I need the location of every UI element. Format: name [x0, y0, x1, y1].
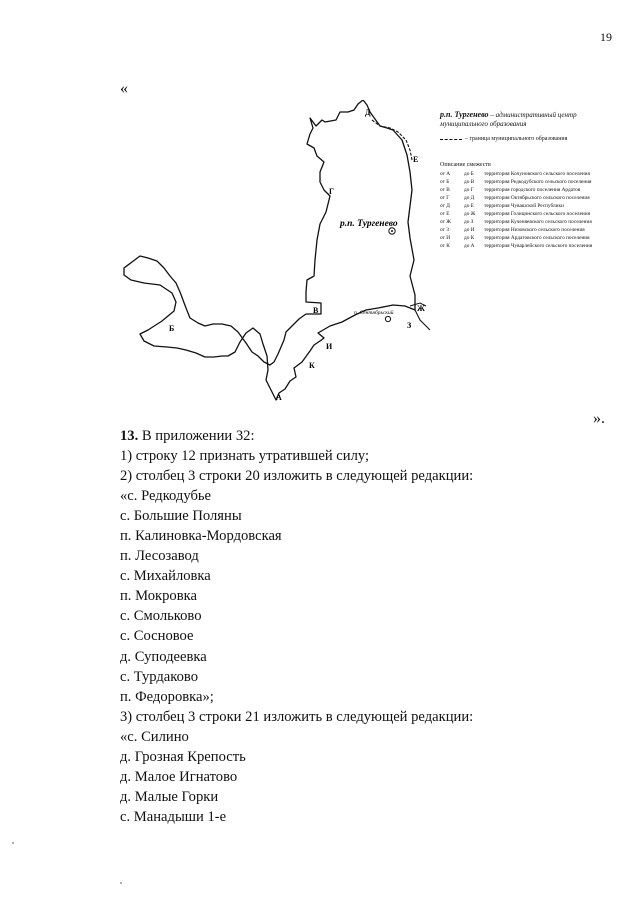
legend-row [440, 178, 594, 186]
map-point-e: Е [413, 155, 419, 164]
map-point-d: Д [365, 108, 371, 117]
text-line: «с. Редкодубье [120, 488, 212, 505]
text-line: д. Грозная Крепость [120, 748, 246, 765]
map-center-label: р.п. Тургенево [340, 219, 398, 229]
legend-boundary-entry [440, 135, 620, 144]
scan-speck [12, 842, 14, 844]
text-line: п. Федоровка»; [120, 688, 214, 705]
legend-row [440, 218, 594, 226]
text-line: с. Михайловка [120, 568, 211, 585]
boundary-map [110, 100, 440, 410]
legend-from: от Г [440, 195, 450, 202]
legend-row [440, 194, 594, 202]
legend-territory: территория Кочуновского сельского поселения [484, 171, 590, 178]
legend-territory: территория Редкодубского сельского поселения [484, 179, 592, 186]
legend-territory: территория Голицинского сельского поселения [484, 211, 591, 218]
legend-center-name: р.п. Тургенево [440, 110, 489, 119]
legend-from: от В [440, 187, 450, 194]
legend-description-title: Описание смежеств [440, 161, 491, 168]
text-line: с. Смольково [120, 608, 202, 625]
legend-from: от И [440, 235, 451, 242]
legend-from: от Б [440, 179, 450, 186]
map-point-a: А [276, 393, 282, 402]
map-legend [440, 111, 620, 250]
legend-territory: территория Чуварлейского сельского поселения [484, 243, 593, 250]
legend-from: от Д [440, 203, 450, 210]
text-line: 2) столбец 3 строки 20 изложить в следующей редакции: [120, 468, 474, 485]
map-point-v: В [313, 306, 319, 315]
legend-territory: территория Низовского сельского поселения [484, 227, 585, 234]
opening-quote: « [120, 80, 128, 97]
municipal-boundary [124, 100, 415, 400]
text-line: с. Манадыши 1-е [120, 808, 227, 825]
text-line: 3) столбец 3 строки 21 изложить в следующей редакции: [120, 708, 474, 725]
legend-territory: территория Ардатовского сельского поселения [484, 235, 590, 242]
legend-from: от Ж [440, 219, 451, 226]
legend-from: от А [440, 171, 451, 178]
text-line: д. Малое Игнатово [120, 768, 238, 785]
text-line: с. Турдаково [120, 668, 198, 685]
map-point-zh: Ж [417, 304, 425, 313]
legend-to: до Ж [464, 211, 476, 218]
legend-to: до И [464, 227, 475, 234]
legend-to: до З [464, 219, 474, 226]
legend-from: от Е [440, 211, 450, 218]
map-village-label: п. Сентябрьский [354, 310, 394, 316]
legend-row [440, 170, 594, 178]
amendment-text [120, 426, 620, 827]
legend-to: до А [464, 243, 475, 250]
text-line: с. Большие Поляны [120, 508, 242, 525]
text-line: п. Мокровка [120, 588, 197, 605]
map-point-z: З [407, 321, 412, 330]
legend-territory: территория Кученяевского сельского поселения [484, 219, 592, 226]
legend-territory: территория городского поселения Ардатов [484, 187, 581, 194]
legend-to: до В [464, 179, 475, 186]
legend-to: до Е [464, 203, 474, 210]
legend-to: до Г [464, 187, 474, 194]
scan-speck [120, 882, 122, 884]
legend-boundary-desc: – граница муниципального образования [465, 136, 568, 143]
legend-row [440, 234, 594, 242]
text-line: с. Сосновое [120, 628, 194, 645]
text-line: д. Суподеевка [120, 648, 207, 665]
map-point-g: Г [329, 187, 335, 196]
legend-to: до К [464, 235, 475, 242]
legend-adjacency-table [440, 170, 594, 250]
section-intro: В приложении 32: [138, 428, 255, 444]
map-point-i: И [326, 342, 333, 351]
section-heading [120, 426, 620, 446]
text-line: п. Лесозавод [120, 548, 199, 565]
legend-to: до Б [464, 171, 474, 178]
text-line: д. Малые Горки [120, 788, 219, 805]
legend-row [440, 202, 594, 210]
legend-territory: территория Октябрьского сельского поселения [484, 195, 590, 202]
legend-center-entry [440, 111, 620, 128]
legend-from: от З [440, 227, 449, 234]
legend-from: от К [440, 243, 450, 250]
text-line: 1) строку 12 признать утратившей силу; [120, 448, 370, 465]
text-line: «с. Силино [120, 728, 189, 745]
legend-row [440, 186, 594, 194]
legend-center-desc: – административный центр муниципального образования [440, 111, 577, 128]
text-line: п. Калиновка-Мордовская [120, 528, 282, 545]
legend-row [440, 210, 594, 218]
legend-row [440, 242, 594, 250]
map-point-k: К [309, 361, 315, 370]
legend-to: до Д [464, 195, 475, 202]
dashed-line-icon [440, 139, 462, 140]
closing-quote: ». [593, 410, 605, 427]
legend-row [440, 226, 594, 234]
legend-territory: территория Чувашской Республики [484, 203, 564, 210]
map-point-b: Б [169, 324, 175, 333]
section-number: 13. [120, 428, 139, 444]
page-number: 19 [600, 30, 612, 44]
